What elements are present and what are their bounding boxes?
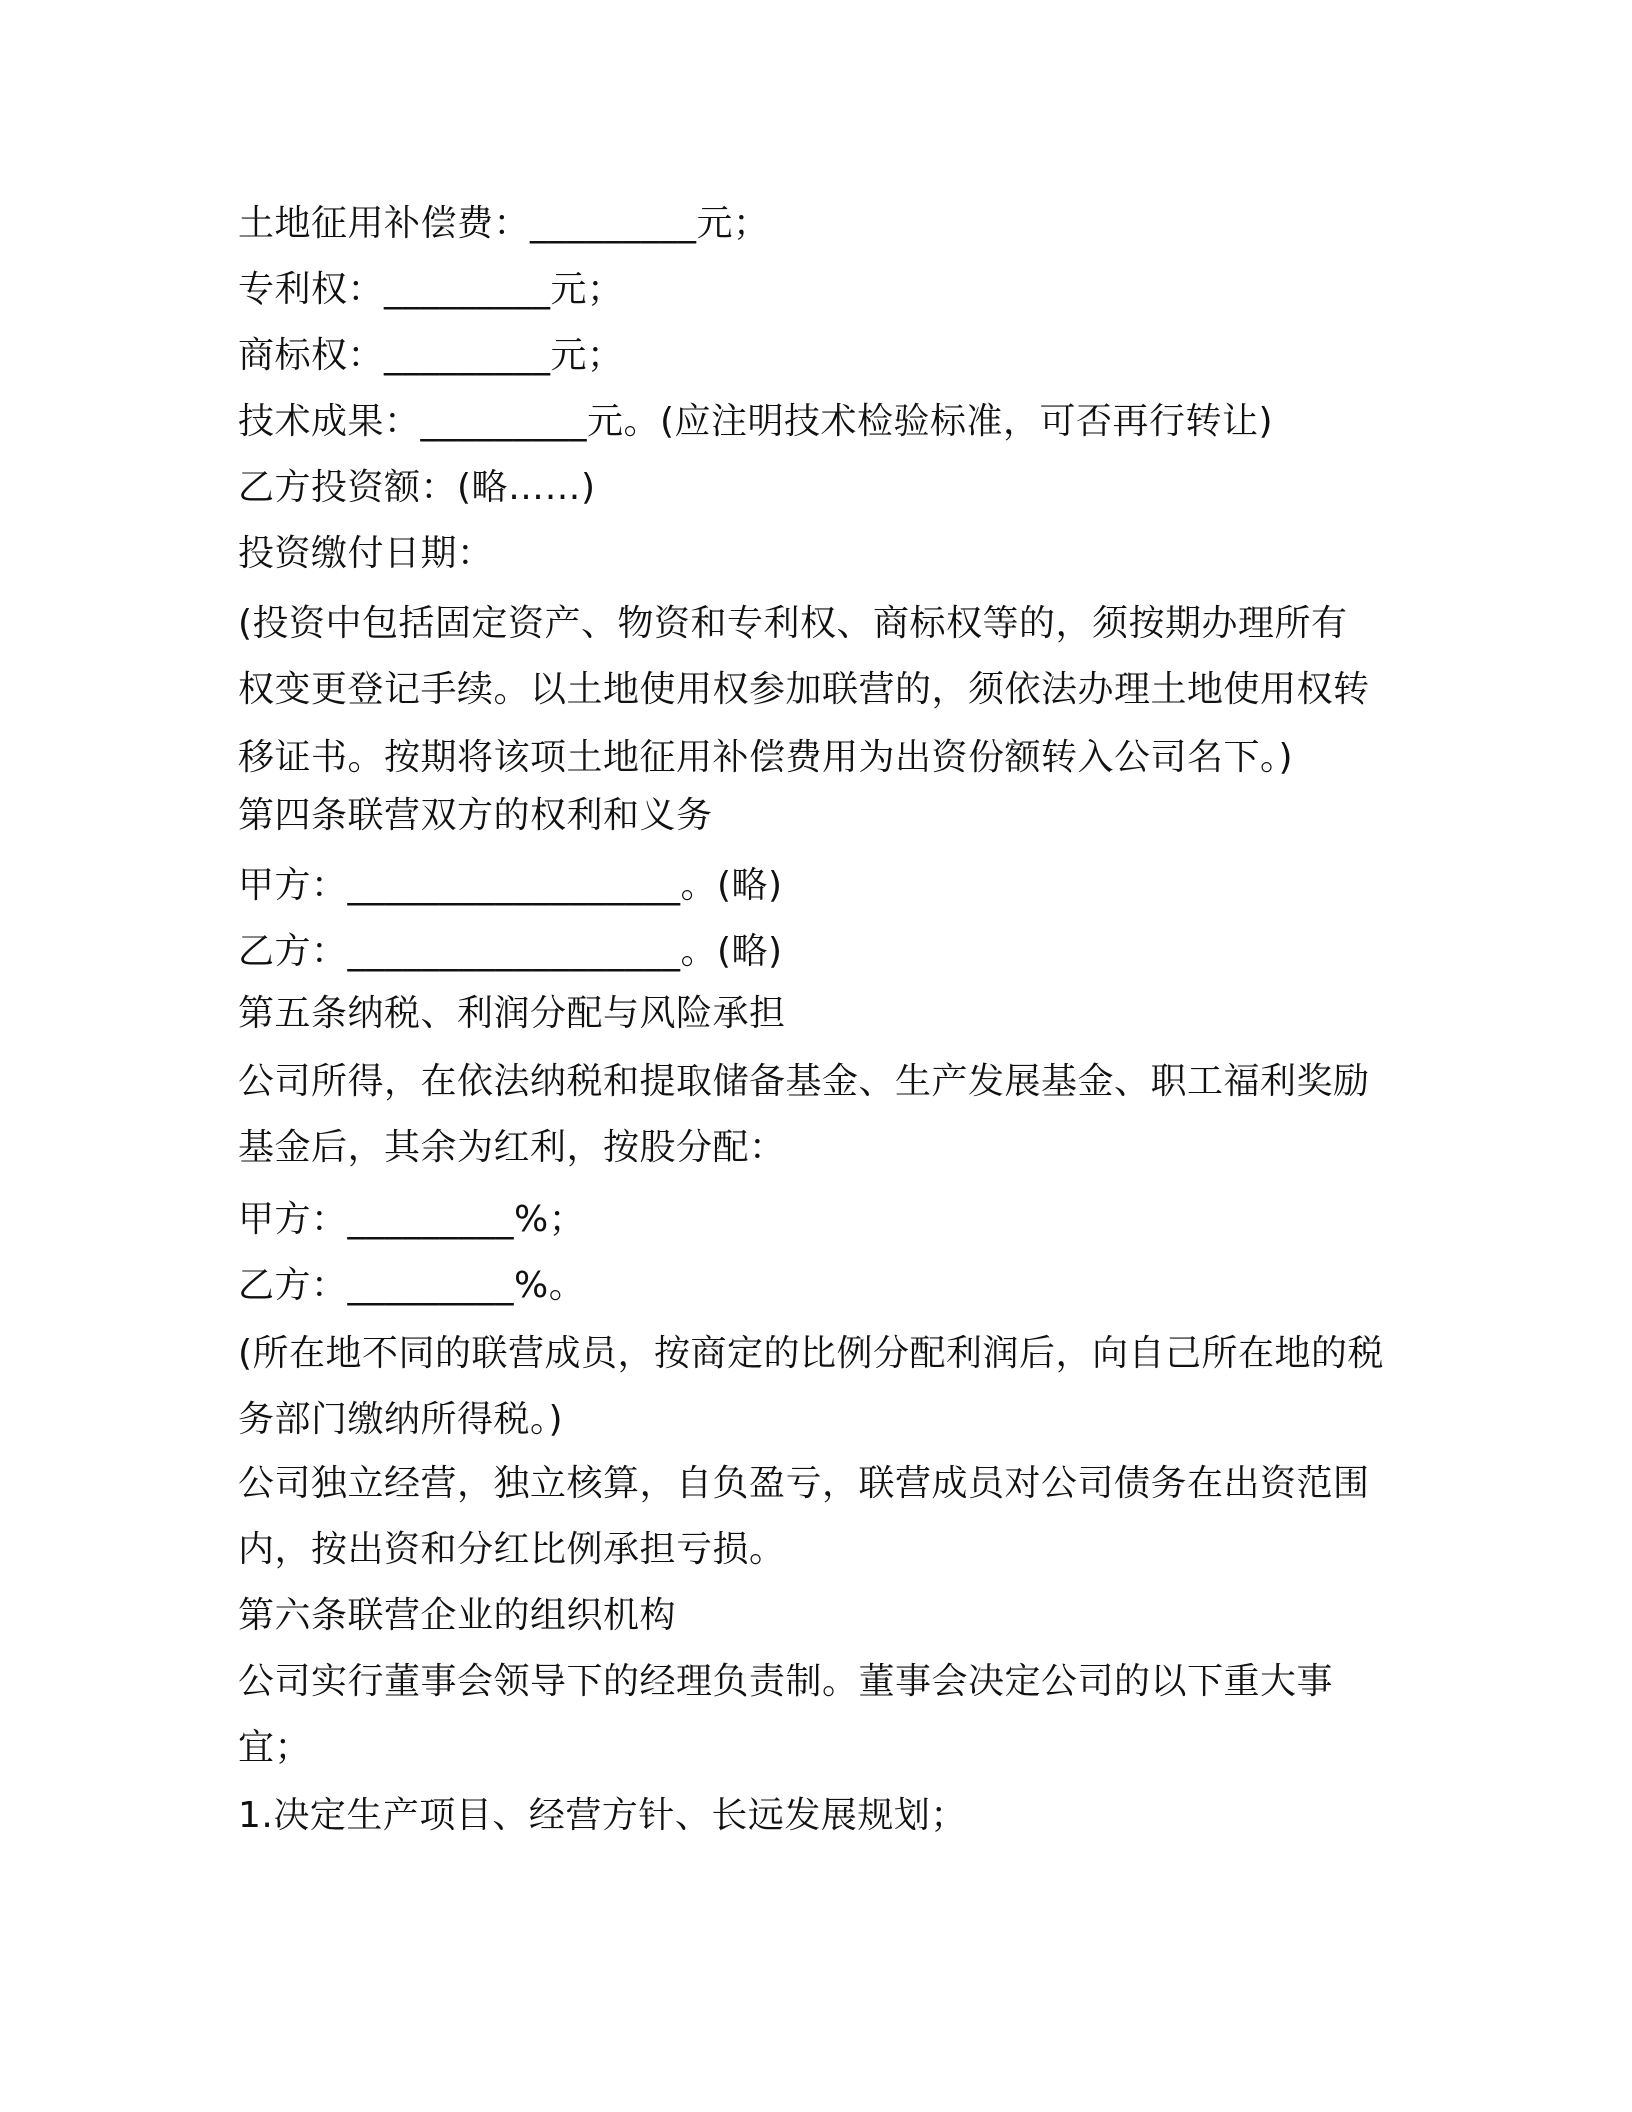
independent-operation-line-2: 内，按出资和分红比例承担亏损。 (238, 1529, 786, 1570)
patent-line: 专利权：_________元； (238, 269, 624, 310)
board-line-2: 宜； (238, 1727, 312, 1768)
board-item-1: 1.决定生产项目、经营方针、长远发展规划； (238, 1795, 967, 1836)
payment-date-line: 投资缴付日期： (238, 533, 494, 574)
note-line-2: 权变更登记手续。以土地使用权参加联营的，须依法办理土地使用权转 (238, 669, 1370, 710)
tax-note-line-1: (所在地不同的联营成员，按商定的比例分配利润后，向自己所在地的税 (238, 1333, 1385, 1374)
trademark-line: 商标权：_________元； (238, 335, 624, 376)
tax-note-line-2: 务部门缴纳所得税。) (238, 1399, 564, 1440)
profit-line-1: 公司所得，在依法纳税和提取储备基金、生产发展基金、职工福利奖励 (238, 1061, 1370, 1102)
board-line-1: 公司实行董事会领导下的经理负责制。董事会决定公司的以下重大事 (238, 1661, 1334, 1702)
party-a-rights-line: 甲方：__________________。(略) (238, 865, 783, 906)
article-six-heading: 第六条联营企业的组织机构 (238, 1595, 677, 1636)
party-a-share-line: 甲方：_________%； (238, 1199, 586, 1240)
party-b-rights-line: 乙方：__________________。(略) (238, 931, 783, 972)
note-line-1: (投资中包括固定资产、物资和专利权、商标权等的，须按期办理所有 (238, 603, 1348, 644)
party-b-investment-line: 乙方投资额：(略……) (238, 467, 596, 508)
independent-operation-line-1: 公司独立经营，独立核算，自负盈亏，联营成员对公司债务在出资范围 (238, 1463, 1370, 1504)
profit-line-2: 基金后，其余为红利，按股分配： (238, 1127, 786, 1168)
technology-line: 技术成果：_________元。(应注明技术检验标准，可否再行转让) (238, 401, 1274, 442)
article-four-heading: 第四条联营双方的权利和义务 (238, 795, 713, 836)
note-line-3: 移证书。按期将该项土地征用补偿费用为出资份额转入公司名下。) (238, 737, 1294, 778)
party-b-share-line: 乙方：_________%。 (238, 1265, 586, 1306)
land-compensation-line: 土地征用补偿费：_________元； (238, 203, 770, 244)
article-five-heading: 第五条纳税、利润分配与风险承担 (238, 993, 786, 1034)
